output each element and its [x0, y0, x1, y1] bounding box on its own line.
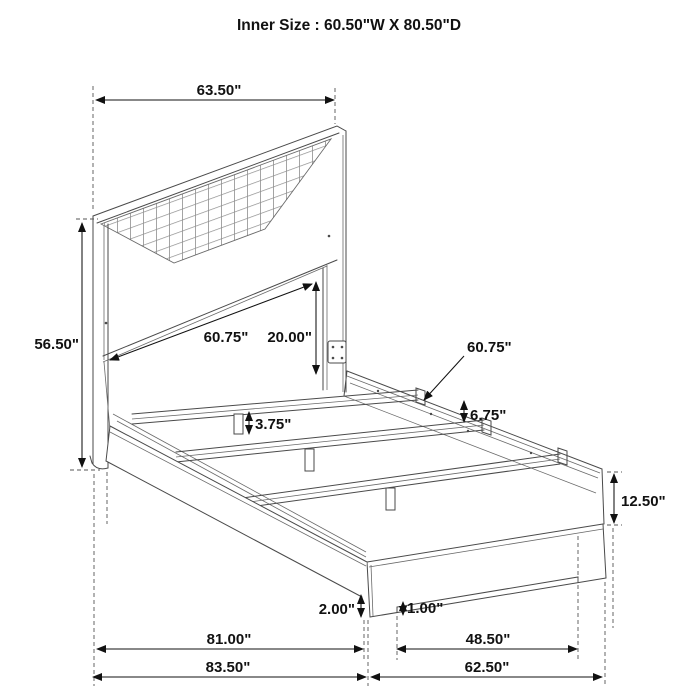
dimension-annotations: [34, 82, 665, 686]
slat-3: [228, 448, 567, 510]
headboard: [90, 126, 346, 470]
center-leg: [234, 414, 243, 434]
cam-dot: [105, 322, 108, 325]
rail-bracket: [328, 341, 346, 363]
near-side-rail: [106, 426, 367, 597]
dim-label-rail-height: 12.50": [621, 493, 666, 510]
far-side-rail: [344, 371, 604, 524]
dim-label-rail-clearance: 2.00": [318, 601, 355, 618]
center-leg: [305, 449, 314, 471]
diagram-title: Inner Size : 60.50"W X 80.50"D: [236, 17, 462, 34]
dim-label-headboard-opening: 20.00": [267, 329, 312, 346]
slat-2: [176, 418, 491, 471]
dim-label-footboard-clearance: 1.00": [407, 600, 444, 617]
dim-label-slat-length: 60.75": [467, 339, 512, 356]
dim-label-inner-depth: 81.00": [206, 631, 252, 648]
frame-interior: [113, 371, 604, 557]
dim-label-headboard-panel-width: 60.75": [203, 329, 249, 346]
dim-label-center-leg: 3.75": [255, 416, 292, 433]
dim-label-overall-depth: 83.50": [205, 659, 251, 676]
cam-dot: [328, 235, 331, 238]
dim-label-overall-width: 62.50": [464, 659, 510, 676]
dim-label-headboard-width: 63.50": [196, 82, 242, 99]
dim-label-footboard-inner-width: 48.50": [465, 631, 511, 648]
dim-label-rail-drop: 6.75": [470, 407, 507, 424]
dim-label-headboard-height: 56.50": [34, 336, 79, 353]
dim-slat-length-leader: [424, 356, 464, 400]
center-leg: [386, 488, 395, 510]
